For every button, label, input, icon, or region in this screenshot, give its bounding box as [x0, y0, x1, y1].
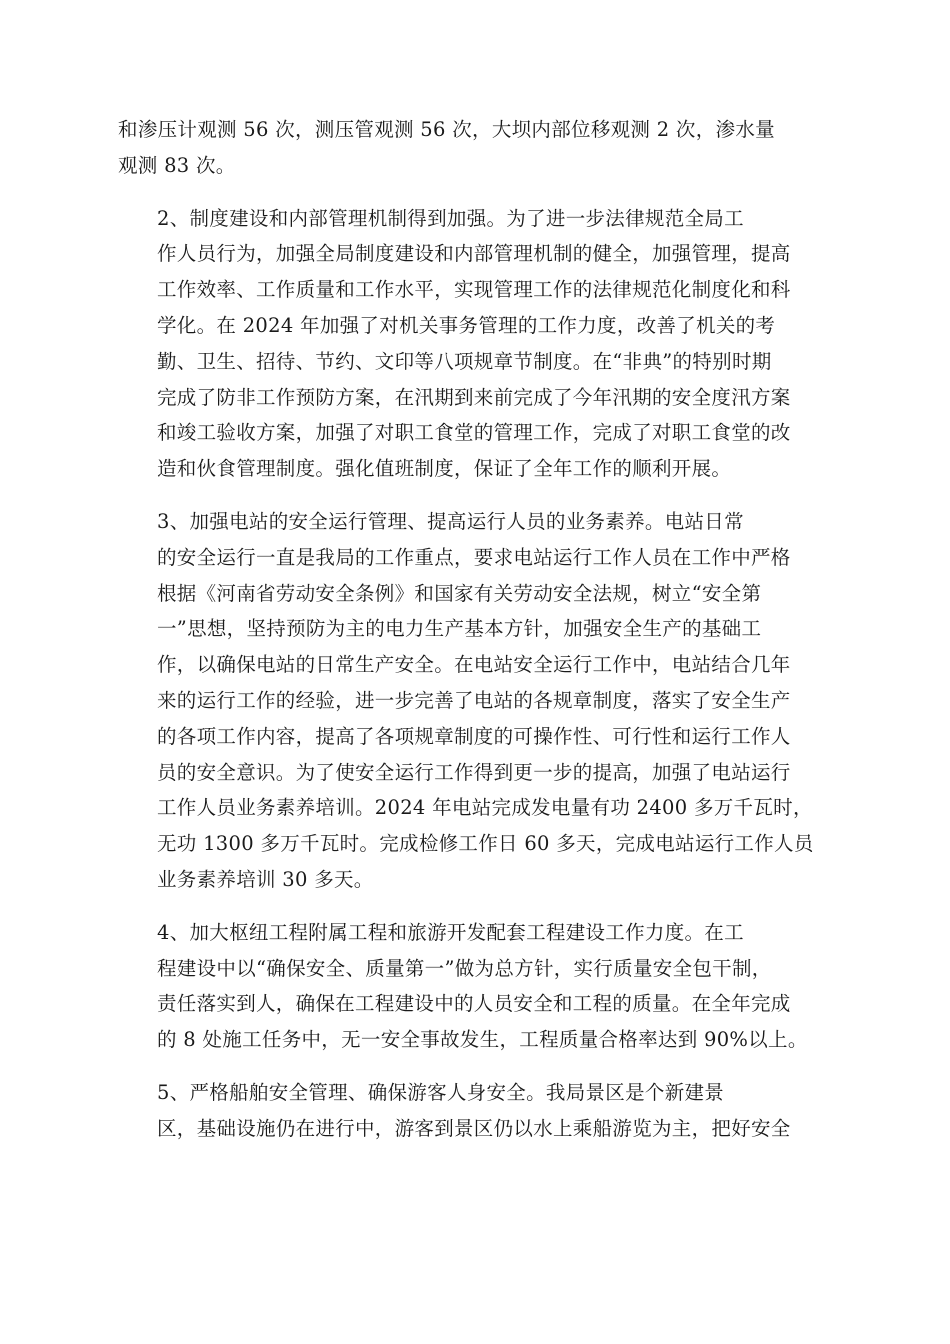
- text-line: 工作人员业务素养培训。2024 年电站完成发电量有功 2400 多万千瓦时，: [157, 796, 813, 820]
- text-line: 工作效率、工作质量和工作水平，实现管理工作的法律规范化制度化和科: [157, 278, 791, 302]
- paragraph: [118, 915, 838, 1058]
- paragraph: [118, 112, 838, 184]
- text-line: 勤、卫生、招待、节约、文印等八项规章节制度。在“非典”的特别时期: [157, 349, 772, 373]
- text-line: 来的运行工作的经验，进一步完善了电站的各规章制度，落实了安全生产: [157, 688, 791, 712]
- text-line: 的安全运行一直是我局的工作重点，要求电站运行工作人员在工作中严格: [157, 545, 791, 569]
- text-line: 员的安全意识。为了使安全运行工作得到更一步的提高，加强了电站运行: [157, 760, 791, 784]
- text-line: 3、加强电站的安全运行管理、提高运行人员的业务素养。电站日常: [157, 509, 744, 533]
- text-line: 造和伙食管理制度。强化值班制度，保证了全年工作的顺利开展。: [157, 457, 732, 481]
- text-line: 责任落实到人，确保在工程建设中的人员安全和工程的质量。在全年完成: [157, 992, 791, 1016]
- text-line: 区，基础设施仍在进行中，游客到景区仍以水上乘船游览为主，把好安全: [157, 1116, 791, 1140]
- text-line: 的各项工作内容，提高了各项规章制度的可操作性、可行性和运行工作人: [157, 724, 791, 748]
- text-line: 业务素养培训 30 多天。: [157, 867, 374, 891]
- text-line: 学化。在 2024 年加强了对机关事务管理的工作力度，改善了机关的考: [157, 313, 776, 337]
- text-line: 程建设中以“确保安全、质量第一”做为总方针，实行质量安全包干制，: [157, 956, 772, 980]
- text-line: 和竣工验收方案，加强了对职工食堂的管理工作，完成了对职工食堂的改: [157, 421, 791, 445]
- text-line: 作人员行为，加强全局制度建设和内部管理机制的健全，加强管理，提高: [157, 242, 791, 266]
- text-line: 根据《河南省劳动安全条例》和国家有关劳动安全法规，树立“安全第: [157, 581, 762, 605]
- text-line: 一”思想，坚持预防为主的电力生产基本方针，加强安全生产的基础工: [157, 617, 762, 641]
- paragraph: [118, 1075, 838, 1147]
- text-line: 2、制度建设和内部管理机制得到加强。为了进一步法律规范全局工: [157, 206, 744, 230]
- text-line: 观测 83 次。: [118, 153, 236, 177]
- text-line: 5、严格船舶安全管理、确保游客人身安全。我局景区是个新建景: [157, 1080, 725, 1104]
- paragraph: [118, 201, 838, 487]
- text-line: 作，以确保电站的日常生产安全。在电站安全运行工作中，电站结合几年: [157, 653, 791, 677]
- text-line: 4、加大枢纽工程附属工程和旅游开发配套工程建设工作力度。在工: [157, 920, 744, 944]
- text-line: 无功 1300 多万千瓦时。完成检修工作日 60 多天，完成电站运行工作人员: [157, 832, 814, 856]
- text-line: 完成了防非工作预防方案，在汛期到来前完成了今年汛期的安全度汛方案: [157, 385, 791, 409]
- text-line: 的 8 处施工任务中，无一安全事故发生，工程质量合格率达到 90%以上。: [157, 1028, 808, 1052]
- paragraph: [118, 504, 838, 898]
- text-line: 和渗压计观测 56 次，测压管观测 56 次，大坝内部位移观测 2 次，渗水量: [118, 118, 775, 141]
- document-page: [118, 112, 838, 1164]
